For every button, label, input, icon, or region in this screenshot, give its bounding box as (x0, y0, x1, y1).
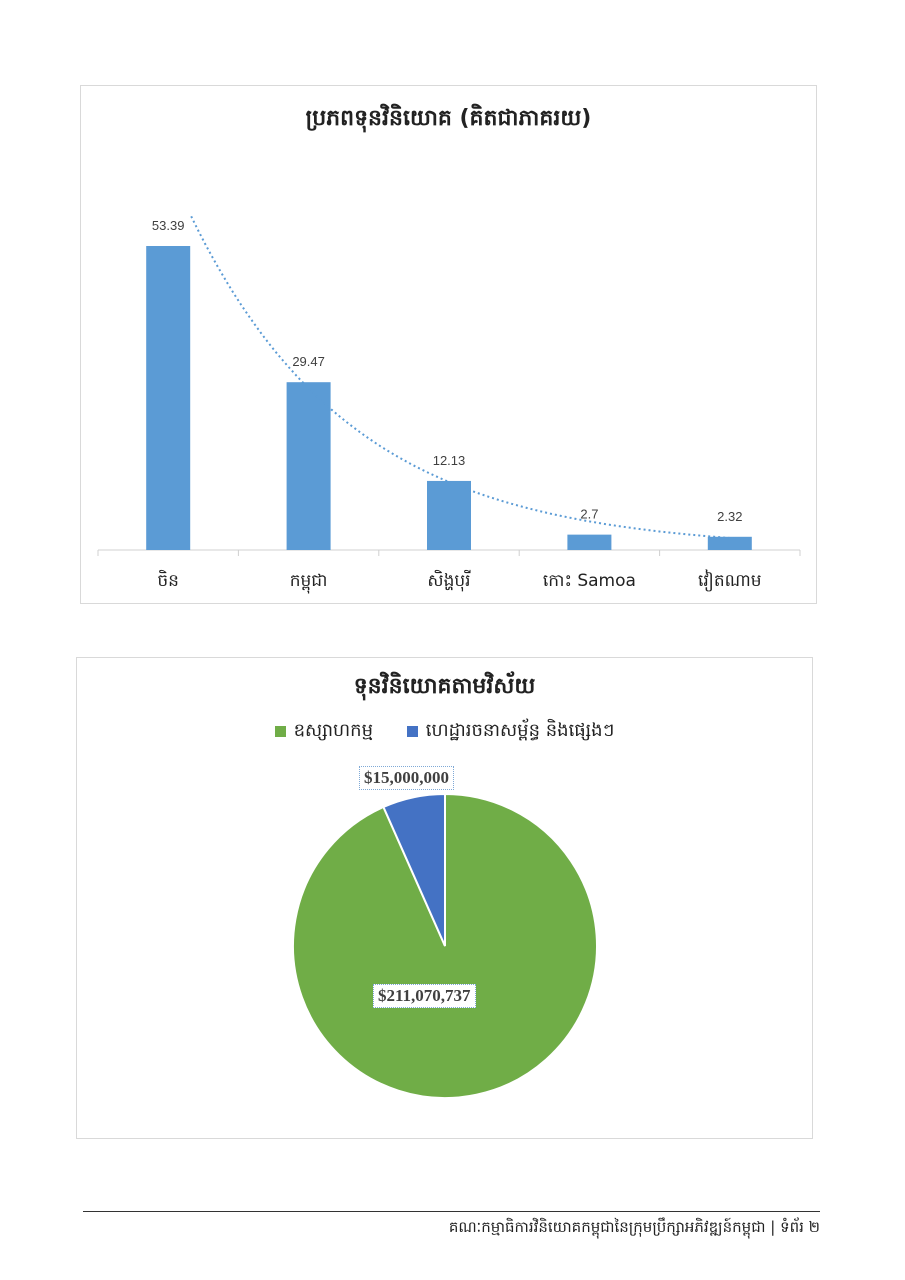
x-tick-label: ចិន (157, 571, 179, 591)
bar (287, 382, 331, 550)
bar-data-label: 53.39 (151, 218, 185, 233)
footer-divider (83, 1211, 820, 1212)
bar-data-label: 2.32 (717, 508, 743, 524)
bar (427, 481, 471, 550)
footer-text: គណៈកម្មាធិការវិនិយោគកម្ពុជានៃក្រុមប្រឹក្សាអភិវឌ្ឍន៍កម្ពុជា | ទំព័រ ២ (448, 1218, 820, 1236)
legend-label-infrastructure: ហេដ្ឋារចនាសម្ព័ន្ធ និងផ្សេងៗ (425, 720, 615, 741)
pie-chart-title: ទុនវិនិយោគតាមវិស័យ (353, 674, 536, 699)
pie-chart-svg (77, 658, 814, 1140)
bar-chart-panel (80, 85, 817, 604)
bar-chart-svg (81, 86, 818, 605)
bar-data-label: 29.47 (292, 354, 325, 370)
x-tick-label: សិង្ហបុរី (427, 571, 471, 591)
bar (567, 535, 611, 550)
pie-data-label-industry: $211,070,737 (373, 984, 476, 1008)
bar (146, 246, 190, 550)
x-tick-label: កម្ពុជា (289, 571, 328, 591)
legend-label-industry: ឧស្សាហកម្ម (293, 720, 373, 741)
x-tick-label: កោះ Samoa (542, 571, 636, 591)
bar-data-label: 2.7 (580, 506, 599, 522)
bar-data-label: 12.13 (432, 452, 466, 468)
trendline (191, 216, 753, 539)
x-tick-label: វៀតណាម (698, 571, 762, 591)
bar-chart-title: ប្រភពទុនវិនិយោគ (គិតជាភាគរយ) (305, 106, 592, 131)
pie-data-label-infrastructure: $15,000,000 (359, 766, 454, 790)
pie-chart-panel (76, 657, 813, 1139)
